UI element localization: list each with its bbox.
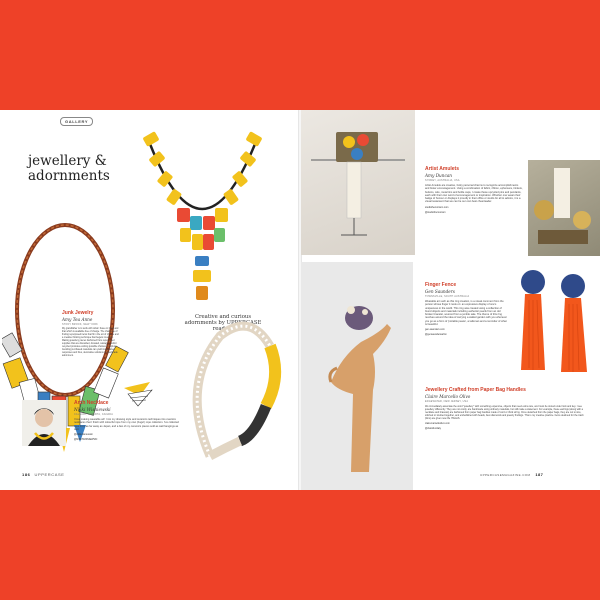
finger-fence-link-2: @gensaundersartist: [425, 333, 447, 337]
artist-amulets-section: [425, 166, 523, 214]
artist-amulets-author: Amy Duncan: [425, 173, 452, 178]
arch-necklace-link-2: @NIKKIWISNIEWSKI: [74, 438, 98, 442]
arch-necklace-author: Nikki Wisniewski: [74, 407, 111, 412]
artist-amulets-location: SYDNEY, AUSTRALIA, USA: [425, 179, 460, 182]
junk-jewelry-author: Amy Tea Anne: [62, 317, 93, 322]
title-line-2: adornments: [28, 168, 110, 184]
footer-brand: UPPERCASE: [34, 472, 65, 477]
arch-necklace-link-1: @nikkiwisniewski: [74, 433, 93, 437]
right-page-footer: [480, 472, 543, 477]
paper-bag-body: We immediately associate the word "jewellery" with something expensive, objects that need extra care, and must be stored under lock and key. I see jewellery differently. They are not costly, are handmade using ordinary materials, but still make a statement. For example, these earrings (along with a necklace and bracelet) are fashioned from paper bag handles made of cord or thick string. Once detached from the paper bags, they are cut to size, stitched or knotted together, and embellished with beads, faux diamonds and jewelry findings. This is my creative practice. Items destined for the trash (bins) are given new life ITAGAS.: [425, 405, 584, 420]
arch-necklace-portrait-image: [22, 400, 66, 446]
paper-bag-author: Claire Marcello Olivo: [425, 394, 471, 399]
yellow-tag-necklace-image: [140, 124, 265, 314]
footer-site: UPPERCASEMAGAZINE.COM: [480, 473, 531, 477]
tag-pieces: [142, 131, 262, 300]
artist-amulets-title: Artist Amulets: [425, 166, 459, 172]
paper-bag-section: [425, 387, 590, 430]
paper-bag-earrings-photo: [511, 260, 600, 380]
arch-necklace-title: Arch Necklace: [74, 400, 109, 406]
page-title: [28, 154, 138, 184]
arch-necklace-body: I love making wearable art! I mix my drawing style and ceramics techniques into oversize necklaces that I finish with colourful rope from my own (huge!) rope collection. I've collected rope from as far away as Japan, and a few of my ceramics pieces sold as wall hangings as well.: [74, 418, 179, 431]
junk-jewelry-title: Junk Jewelry: [62, 310, 94, 316]
junk-jewelry-section: [62, 310, 120, 358]
finger-fence-location: TOWNSVILLE, SOUTH AUSTRALIA: [425, 295, 470, 298]
finger-fence-photo: [301, 262, 413, 490]
artist-amulets-link-2: @studiothemonium: [425, 210, 446, 214]
yellow-ceramic-piece-image: [120, 380, 156, 412]
right-page-number: 187: [535, 472, 544, 477]
junk-jewelry-body: My grandfather is to work with what I have on hand and that which is available free of charge. The challenge of finding repurposed items that fit in the art of chance and a creative thinking technique that begets invention. Making jewellery pieces fashioned from repurposed supplies that are discarded, donated, salvaged and/or recycled provides exciting possible choices to explore. Avoiding purchased materials can yield imaginative responses and thus, decorative solutions to handmade adornment.: [62, 328, 119, 357]
magazine-spread: [0, 110, 600, 490]
finger-fence-link-1: gen-saunders.com: [425, 328, 445, 332]
finger-fence-title: Finger Fence: [425, 282, 457, 288]
paper-bag-link-2: @clairolivoitaly: [425, 427, 441, 430]
paper-bag-title: Jewellery Crafted from Paper Bag Handles: [425, 387, 526, 393]
finger-fence-author: Gen Saunders: [425, 289, 455, 294]
title-line-1: jewellery &: [28, 153, 107, 169]
artist-amulet-photo-2: [528, 160, 600, 256]
left-page-footer: [22, 472, 65, 477]
paper-bag-location: EDGEWATER, NEW JERSEY, USA: [425, 400, 469, 403]
artist-amulet-photo: [301, 110, 415, 255]
gallery-tag: GALLERY: [60, 117, 93, 126]
left-page-number: 186: [22, 472, 31, 477]
arch-necklace-location: CALGARY, ALBERTA, CANADA: [74, 413, 114, 416]
arch-rope-necklace-image: [170, 316, 295, 476]
finger-fence-body: Wearable art such as this ring creation, is a visual comment from the person whose finger it rests on: an expressive display of one's uniqueness in the world. This ring was created using a collection of found objects and materials including authentic pearls from an old broken bracelet, sourced from a jumble sale. The theme of this ring revolves around the idea of carrying a walled garden with you wherever you go as a form of 'portable peace', a talisman and a reminder of what is beautiful.: [425, 300, 507, 327]
artist-amulets-link-1: studiothemonium.com: [425, 205, 449, 209]
finger-fence-section: [425, 282, 507, 336]
artist-amulets-body: Artist Amulets are creative, funky personal charms to recognize accomplishments and foster encouragement. Using a combination of fabric, ribbon, ephemera, trinkets, buttons, wire, metal tins and bottle caps, I create these upcycled pins and pendants, each with their own word of encouragement or inspiration. Whether one wears their badge of honour or displays it proudly in their office or studio for all to admire, it is a visual testament that we can be our own best cheerleader.: [425, 184, 523, 204]
gallery-caption: Creative and curious adornments by UPPERCASE readers: [184, 314, 262, 332]
junk-jewelry-location: STONY BROOK, NEW YORK: [62, 323, 98, 326]
paper-bag-link-1: clairemarcelloolivo.com: [425, 422, 450, 425]
